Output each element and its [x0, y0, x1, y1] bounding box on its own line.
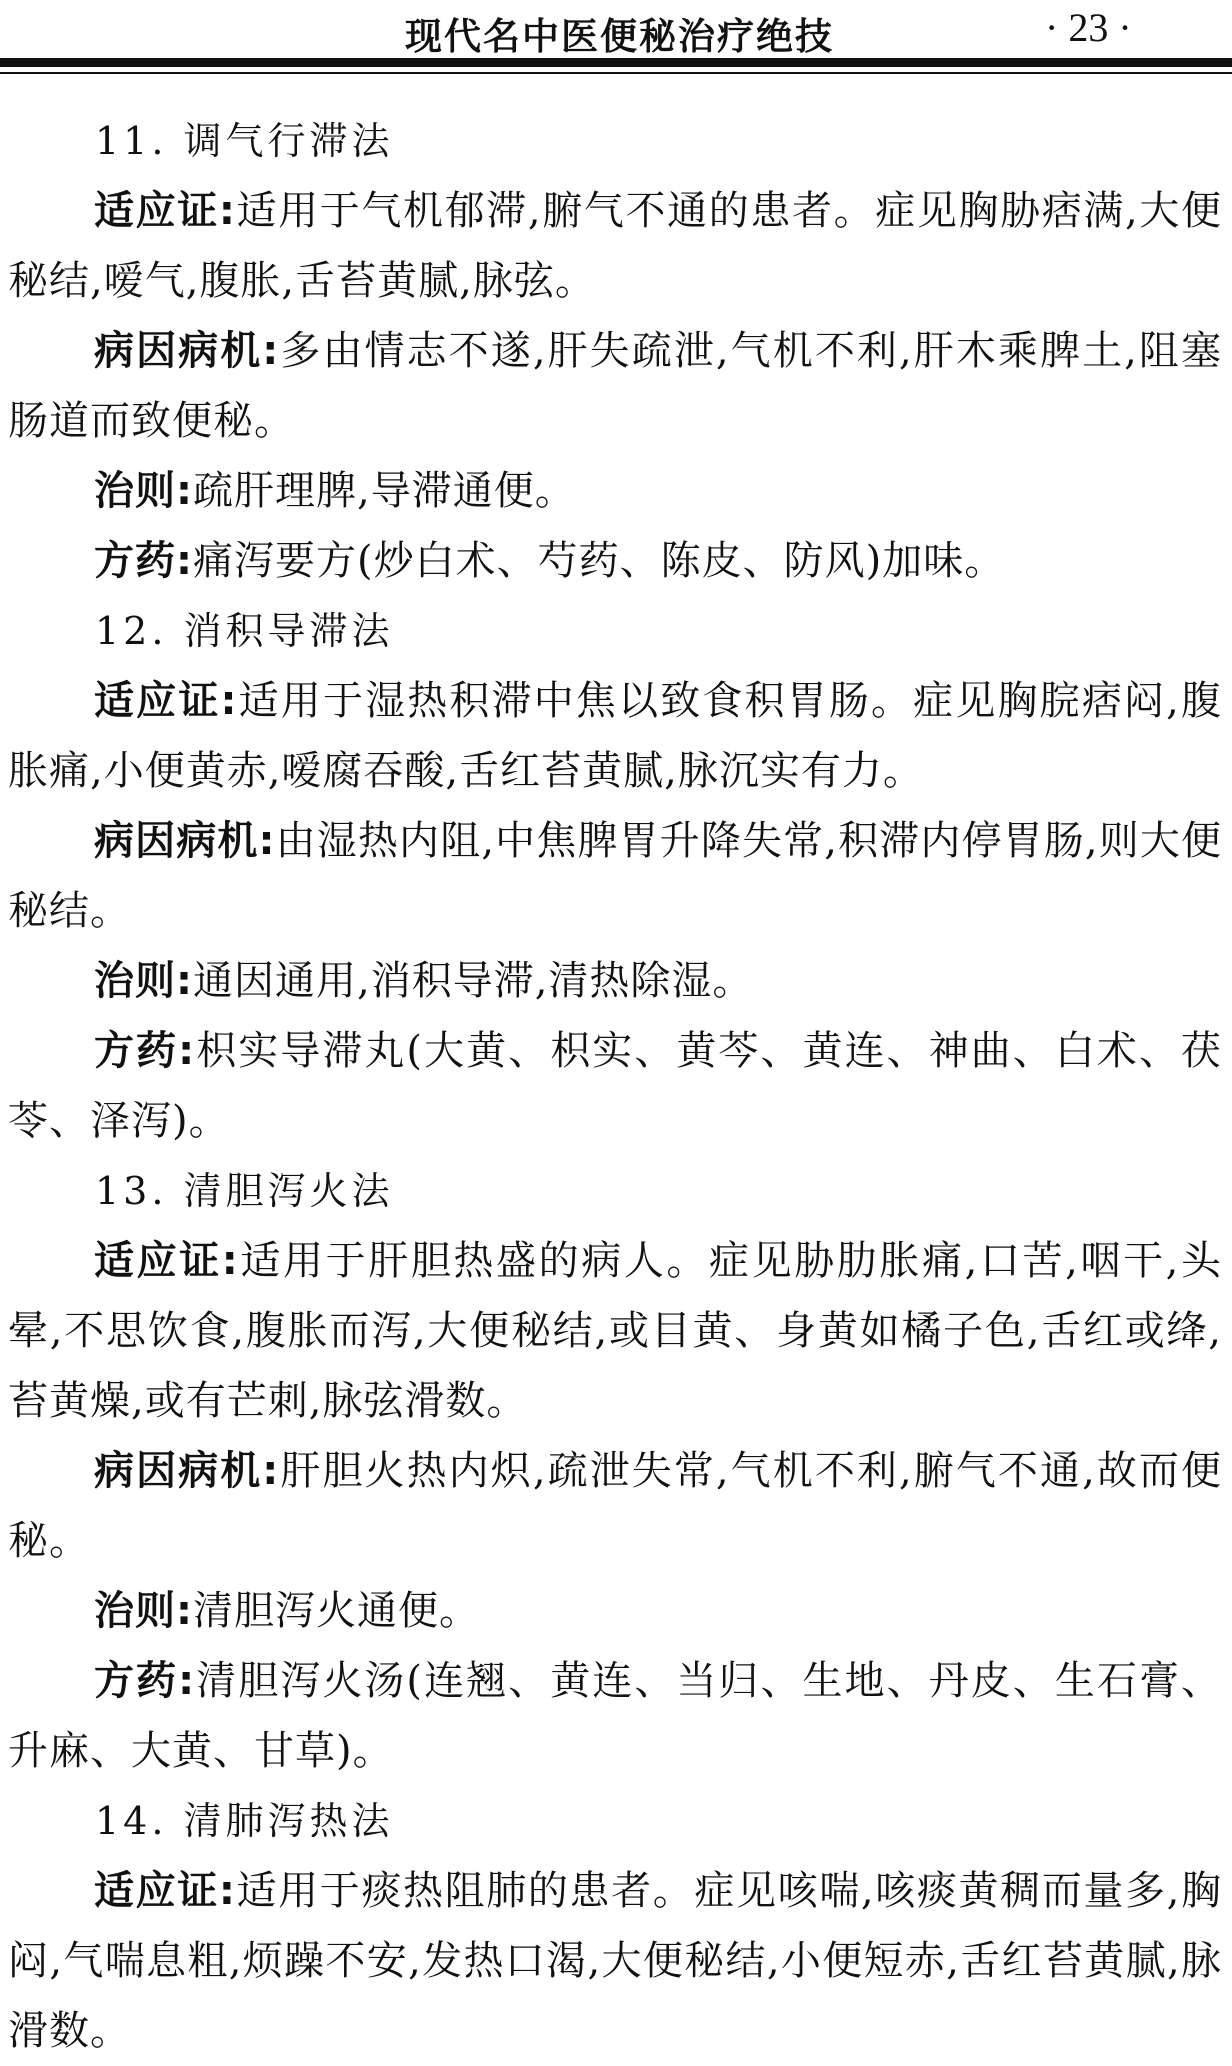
indication-label: 适应证:: [94, 188, 236, 234]
indication-text: 适用于气机郁滞,腑气不通的患者。症见胸胁痞满,大便秘结,嗳气,腹胀,舌苔黄腻,脉弦。: [8, 188, 1223, 304]
pathogenesis-paragraph: [8, 806, 1222, 946]
formula-label: 方药:: [94, 538, 193, 584]
principle-text: 通因通用,消积导滞,清热除湿。: [193, 958, 754, 1004]
pathogenesis-text: 肝胆火热内炽,疏泄失常,气机不利,腑气不通,故而便秘。: [8, 1448, 1223, 1564]
page-number: · 23 ·: [1045, 5, 1132, 50]
pathogenesis-text: 由湿热内阻,中焦脾胃升降失常,积滞内停胃肠,则大便秘结。: [8, 818, 1222, 934]
section-heading: 14. 清肺泻热法: [95, 1799, 394, 1843]
indication-label: 适应证:: [94, 678, 238, 724]
pathogenesis-paragraph: [8, 316, 1222, 456]
running-header: [0, 0, 1232, 70]
section-heading: 11. 调气行滞法: [95, 119, 394, 163]
formula-paragraph: [8, 1016, 1222, 1156]
book-title: 现代名中医便秘治疗绝技: [405, 15, 834, 58]
indication-text: 适用于湿热积滞中焦以致食积胃肠。症见胸脘痞闷,腹胀痛,小便黄赤,嗳腐吞酸,舌红苔黄腻,脉沉实有力。: [8, 678, 1223, 794]
section-13: [8, 1156, 1222, 1786]
section-heading: 12. 消积导滞法: [95, 609, 394, 653]
header-rule-thin: [0, 72, 1232, 74]
pathogenesis-label: 病因病机:: [94, 328, 280, 374]
formula-label: 方药:: [94, 1658, 196, 1704]
pathogenesis-paragraph: [8, 1436, 1222, 1576]
indication-paragraph: [8, 176, 1222, 316]
formula-text: 清胆泻火汤(连翘、黄连、当归、生地、丹皮、生石膏、升麻、大黄、甘草)。: [8, 1658, 1223, 1774]
formula-paragraph: [8, 526, 1222, 596]
pathogenesis-label: 病因病机:: [94, 818, 276, 864]
indication-paragraph: [8, 666, 1222, 806]
principle-label: 治则:: [94, 958, 193, 1004]
section-11: [8, 106, 1222, 596]
section-heading: 13. 清胆泻火法: [95, 1169, 394, 1213]
section-14: [8, 1786, 1222, 2066]
formula-text: 痛泻要方(炒白术、芍药、陈皮、防风)加味。: [193, 538, 1006, 584]
pathogenesis-text: 多由情志不遂,肝失疏泄,气机不利,肝木乘脾土,阻塞肠道而致便秘。: [8, 328, 1223, 444]
pathogenesis-label: 病因病机:: [94, 1448, 280, 1494]
formula-label: 方药:: [94, 1028, 196, 1074]
indication-paragraph: [8, 1226, 1222, 1436]
principle-text: 清胆泻火通便。: [193, 1588, 480, 1634]
page-body: [8, 106, 1222, 2066]
header-rule-thick: [0, 58, 1232, 67]
principle-label: 治则:: [94, 1588, 193, 1634]
formula-paragraph: [8, 1646, 1222, 1786]
principle-paragraph: [8, 1576, 1222, 1646]
principle-paragraph: [8, 946, 1222, 1016]
indication-label: 适应证:: [94, 1238, 239, 1284]
indication-text: 适用于痰热阻肺的患者。症见咳喘,咳痰黄稠而量多,胸闷,气喘息粗,烦躁不安,发热口渴,大便秘结,小便短赤,舌红苔黄腻,脉滑数。: [8, 1868, 1223, 2054]
indication-label: 适应证:: [94, 1868, 236, 1914]
indication-paragraph: [8, 1856, 1222, 2066]
principle-text: 疏肝理脾,导滞通便。: [193, 468, 576, 514]
section-12: [8, 596, 1222, 1156]
indication-text: 适用于肝胆热盛的病人。症见胁肋胀痛,口苦,咽干,头晕,不思饮食,腹胀而泻,大便秘结,或目黄、身黄如橘子色,舌红或绛,苔黄燥,或有芒刺,脉弦滑数。: [8, 1238, 1222, 1424]
principle-label: 治则:: [94, 468, 193, 514]
principle-paragraph: [8, 456, 1222, 526]
formula-text: 枳实导滞丸(大黄、枳实、黄芩、黄连、神曲、白术、茯苓、泽泻)。: [8, 1028, 1223, 1144]
